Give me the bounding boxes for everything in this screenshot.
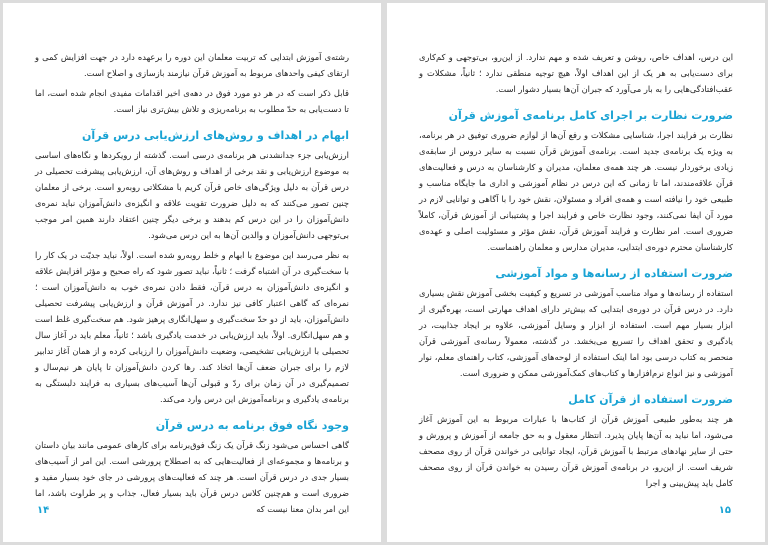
- right-page-content: [419, 49, 733, 491]
- paragraph: به نظر می‌رسد این موضوع با ابهام و خلط روبه‌رو شده است. اولاً، نباید جدیّت در یک کار را با سخت‌گیری در آن اشتباه گرفت ؛ ثانیاً، نباید تصور شود که راه صحیح و مؤثر افزایش علاقه و انگیزه‌ی دانش‌آموزان به درس قرآن، فقط دادن نمره‌ی خوب به دانش‌آموزان است ؛ نمره‌ای که گاهی اعتبار کافی نیز ندارد. در آموزش قرآن و ارزش‌یابی پیشرفت تحصیلی دانش‌آموزان، باید از دو حدّ سخت‌گیری و سهل‌انگاری پرهیز شود. هم سخت‌گیری غلط است و هم سهل‌انگاری. اولاً، باید ارزش‌یابی در خدمت یادگیری باشد ؛ ثانیاً، معلم باید در آغاز سال تحصیلی با ارزش‌یابی تشخیصی، وضعیت دانش‌آموزان را ارزیابی کرده و از همان آغاز تدابیر لازم را برای جبران ضعف آن‌ها اتخاذ کند. رها کردن دانش‌آموزان تا پایان هر نیم‌سال و تصمیم‌گیری در آن زمان برای ردّ و قبولی آن‌ها آسیب‌های بسیاری به فرایند دلبستگی به برنامه‌ی یادگیری و برنامه‌آموزش این درس وارد می‌کند.: [35, 250, 349, 404]
- section-heading: وجود نگاه فوق برنامه به درس قرآن: [155, 419, 349, 432]
- paragraph: گاهی احساس می‌شود زنگ قرآن یک زنگ فوق‌برنامه برای کارهای عمومی مانند بیان داستان و برنامه‌ها و مجموعه‌ای از فعالیت‌هایی که به اصطلاح پرورشی است. این امر از آسیب‌های بسیار جدی در درس قرآن است. هر چند که فعالیت‌های پرورشی در جای خود بسیار مفید و ضروری است و هم‌چنین کلاس درس قرآن باید بسیار فعال، جذاب و پر طراوت باشد، اما این امر بدان معنا نیست که: [35, 440, 349, 514]
- paragraph: قابل ذکر است که در هر دو مورد فوق در دهه‌ی اخیر اقدامات مفیدی انجام شده است، اما تا دست‌یابی به حدّ مطلوب به برنامه‌ریزی و تلاش بیش‌تری نیاز است.: [35, 88, 349, 114]
- paragraph: این درس، اهداف خاص، روشن و تعریف شده و مهم ندارد. از این‌رو، بی‌توجهی و کم‌کاری برای دست‌یابی به هر یک از این اهداف اولاً، هیچ توجیه منطقی ندارد ؛ ثانیاً، مشکلات و عقب‌افتادگی‌هایی را به بار می‌آورد که جبران آن‌ها بسیار دشوار است.: [419, 52, 733, 94]
- section-heading: ضرورت استفاده از رسانه‌ها و مواد آموزشی: [495, 267, 733, 280]
- paragraph: رشته‌ی آموزش ابتدایی که تربیت معلمان این دوره را برعهده دارد در جهت افزایش کمی و ارتقای کیفی واحدهای مربوط به آموزش قرآن نیازمند بازسازی و اصلاح است.: [35, 52, 349, 78]
- page-number: ۱۴: [37, 505, 50, 516]
- left-page-content: [35, 49, 349, 517]
- section-heading: ضرورت نظارت بر اجرای کامل برنامه‌ی آموزش قرآن: [448, 109, 733, 122]
- page-number: ۱۵: [718, 505, 731, 516]
- section-heading: ابهام در اهداف و روش‌های ارزش‌یابی درس قرآن: [82, 129, 349, 142]
- paragraph: ارزش‌یابی جزء جدانشدنی هر برنامه‌ی درسی است. گذشته از رویکردها و نگاه‌های اساسی به موضوع ارزش‌یابی و نقد برخی از اهداف و روش‌های آن، ارزش‌یابی پیشرفت تحصیلی در درس قرآن به دلیل ویژگی‌های خاص قرآن کریم با مشکلاتی روبه‌رو است. برخی از معلمان چنین تصور می‌کنند که به دلیل ضرورت تقویت علاقه و انگیزه‌ی دانش‌آموزان نباید نمره‌ی دانش‌آموزان را در این درس کم بدهند و برخی دیگر چنین اعتقاد دارند همین امر موجب بی‌توجهی دانش‌آموزان و والدین آن‌ها به این درس می‌شود.: [35, 150, 349, 240]
- paragraph: هر چند به‌طور طبیعی آموزش قرآن از کتاب‌ها با عبارات مربوط به این آموزش آغاز می‌شود، اما نباید به آن‌ها پایان پذیرد. انتظار معقول و به حق جامعه از آموزش و پرورش و حتی از سایر نهادهای مرتبط با آموزش قرآن، ایجاد توانایی در خواندن قرآن از روی مصحف شریف است. از این‌رو، در برنامه‌ی آموزش قرآن رسیدن به خواندن قرآن از روی مصحف کامل باید پیش‌بینی و اجرا: [419, 414, 733, 488]
- paragraph: استفاده از رسانه‌ها و مواد مناسب آموزشی در تسریع و کیفیت بخشی آموزش نقش بسیاری دارد. در درس قرآن در دوره‌ی ابتدایی که بیش‌تر دارای اهداف مهارتی است، بهره‌گیری از ابزار بسیار مهم است. استفاده از ابزار و وسایل آموزشی، علاوه بر ایجاد جذابیت، در یادگیری و تحقق اهداف را تسریع می‌بخشد. در گذشته، معمولاً رسانه‌ی آموزشی قرآن منحصر به کتاب درسی بود اما اینک استفاده از لوحه‌های آموزشی، کتاب راهنمای معلم، نوار آموزشی و نیز انواع نرم‌افزارها و کتاب‌های کمک‌آموزشی ممکن و ضروری است.: [419, 288, 733, 378]
- left-page: [3, 3, 381, 542]
- right-page: [387, 3, 765, 542]
- section-heading: ضرورت استفاده از قرآن کامل: [568, 393, 733, 406]
- paragraph: نظارت بر فرایند اجرا، شناسایی مشکلات و رفع آن‌ها از لوازم ضروری توفیق در هر برنامه، به ویژه یک برنامه‌ی جدید است. برنامه‌ی آموزش قرآن نسبت به سایر دروس از سابقه‌ی زیادی برخوردار نیست. هر چند همه‌ی معلمان، مدیران و کارشناسان به درس و فعالیت‌های قرآن علاقه‌مندند، اما تا زمانی که این درس در نظام آموزشی و اداری ما جایگاه مناسب و طبیعی خود را نیافته است و همه‌ی افراد و مسئولان، نقش خود را با آگاهی و توانایی لازم در مورد آن ایفا نمی‌کنند، وجود نظارت خاص و فرایند اجرا و پشتیبانی از آموزش قرآن، کاملاً ضروری است. امر نظارت و فرایند آموزش قرآن، نقش مؤثر و مسئولیت اصلی و عهده‌ی کارشناسان محترم دوره‌ی ابتدایی، مدیران مدارس و معلمان راهنماست.: [419, 130, 733, 252]
